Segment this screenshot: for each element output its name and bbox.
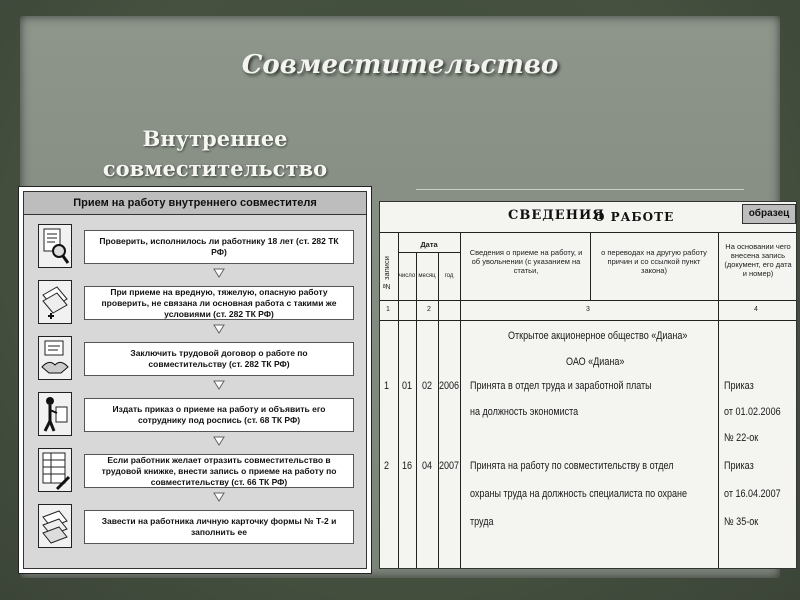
personal-card-icon (38, 504, 72, 548)
grid-line (380, 320, 797, 321)
header-date: Дата (420, 240, 438, 249)
header-basis: На основании чего внесена запись (документ, его дата и номер) (724, 242, 792, 278)
header-transfer: о переводах на другую работу причин и со ссылкой пункт закона) (601, 248, 707, 275)
flow-step-4: Издать приказ о приеме на работу и объявить его сотруднику под роспись (ст. 68 ТК РФ) (84, 398, 354, 432)
record-1-no: 1 (384, 380, 390, 392)
grid-line (380, 232, 797, 233)
flowchart-header: Прием на работу внутреннего совместителя (24, 192, 366, 215)
column-number: 3 (586, 306, 590, 313)
work-record-form-image (379, 201, 797, 569)
record-2-basis-3: № 35-ок (724, 516, 759, 528)
record-1-basis-3: № 22-ок (724, 432, 759, 444)
slide-title: Совместительство (241, 50, 559, 80)
org-short-name: ОАО «Диана» (566, 356, 625, 368)
grid-line (416, 252, 417, 569)
record-2-line-2: охраны труда на должность специалиста по охране (470, 488, 688, 500)
column-number: 1 (386, 306, 390, 313)
header-year: год (444, 273, 454, 279)
record-2-basis-1: Приказ (724, 460, 754, 472)
grid-line (590, 232, 591, 300)
header-month: месяц (418, 273, 436, 279)
form-title-left: СВЕДЕНИЯ (508, 208, 605, 223)
arrow-down-icon (213, 324, 225, 334)
org-full-name: Открытое акционерное общество «Диана» (508, 330, 688, 342)
divider-line (416, 189, 744, 190)
grid-line (718, 232, 719, 569)
flow-step-6: Завести на работника личную карточку формы № Т-2 и заполнить ее (84, 510, 354, 544)
record-2-day: 16 (402, 460, 413, 472)
record-2-basis-2: от 16.04.2007 (724, 488, 781, 500)
record-2-year: 2007 (439, 460, 460, 472)
record-2-line-1: Принята на работу по совместительству в отдел (470, 460, 674, 472)
flow-step-1: Проверить, исполнилось ли работнику 18 лет (ст. 282 ТК РФ) (84, 230, 354, 264)
arrow-down-icon (213, 268, 225, 278)
record-1-line-1: Принята в отдел труда и заработной платы (470, 380, 652, 392)
header-day: число (398, 273, 416, 279)
record-2-month: 04 (422, 460, 433, 472)
flow-step-2: При приеме на вредную, тяжелую, опасную работу проверить, не связана ли основная работа с такими же условиями (ст. 282 ТК РФ) (84, 286, 354, 320)
record-1-year: 2006 (439, 380, 460, 392)
medical-documents-icon (38, 280, 72, 324)
record-1-line-2: на должность экономиста (470, 406, 579, 418)
slide-subtitle: Внутреннее совместительство (102, 126, 328, 181)
workbook-pen-icon (38, 448, 72, 492)
header-info: Сведения о приеме на работу, и об увольнении (с указанием на статьи, (469, 248, 583, 275)
flow-step-5: Если работник желает отразить совместительство в трудовой книжке, внести запись о приеме на работу по совместительству (ст. 66 ТК РФ) (84, 454, 354, 488)
grid-line (380, 300, 797, 301)
arrow-down-icon (213, 436, 225, 446)
flow-step-3: Заключить трудовой договор о работе по совместительству (ст. 282 ТК РФ) (84, 342, 354, 376)
sample-badge: образец (742, 204, 796, 224)
flowchart-image (18, 186, 372, 574)
record-1-basis-1: Приказ (724, 380, 754, 392)
document-magnifier-icon (38, 224, 72, 268)
grid-line (438, 252, 439, 569)
person-document-icon (38, 392, 72, 436)
handshake-contract-icon (38, 336, 72, 380)
column-number: 2 (427, 306, 431, 313)
record-1-basis-2: от 01.02.2006 (724, 406, 781, 418)
record-2-line-3: труда (470, 516, 494, 528)
record-2-no: 2 (384, 460, 390, 472)
form-title-right: О РАБОТЕ (594, 210, 675, 224)
record-1-day: 01 (402, 380, 413, 392)
grid-line (398, 252, 460, 253)
header-record-no: № записи (382, 256, 391, 292)
arrow-down-icon (213, 492, 225, 502)
arrow-down-icon (213, 380, 225, 390)
grid-line (398, 232, 399, 569)
flowchart-frame (23, 191, 367, 569)
grid-line (460, 232, 461, 569)
record-1-month: 02 (422, 380, 433, 392)
column-number: 4 (754, 306, 758, 313)
